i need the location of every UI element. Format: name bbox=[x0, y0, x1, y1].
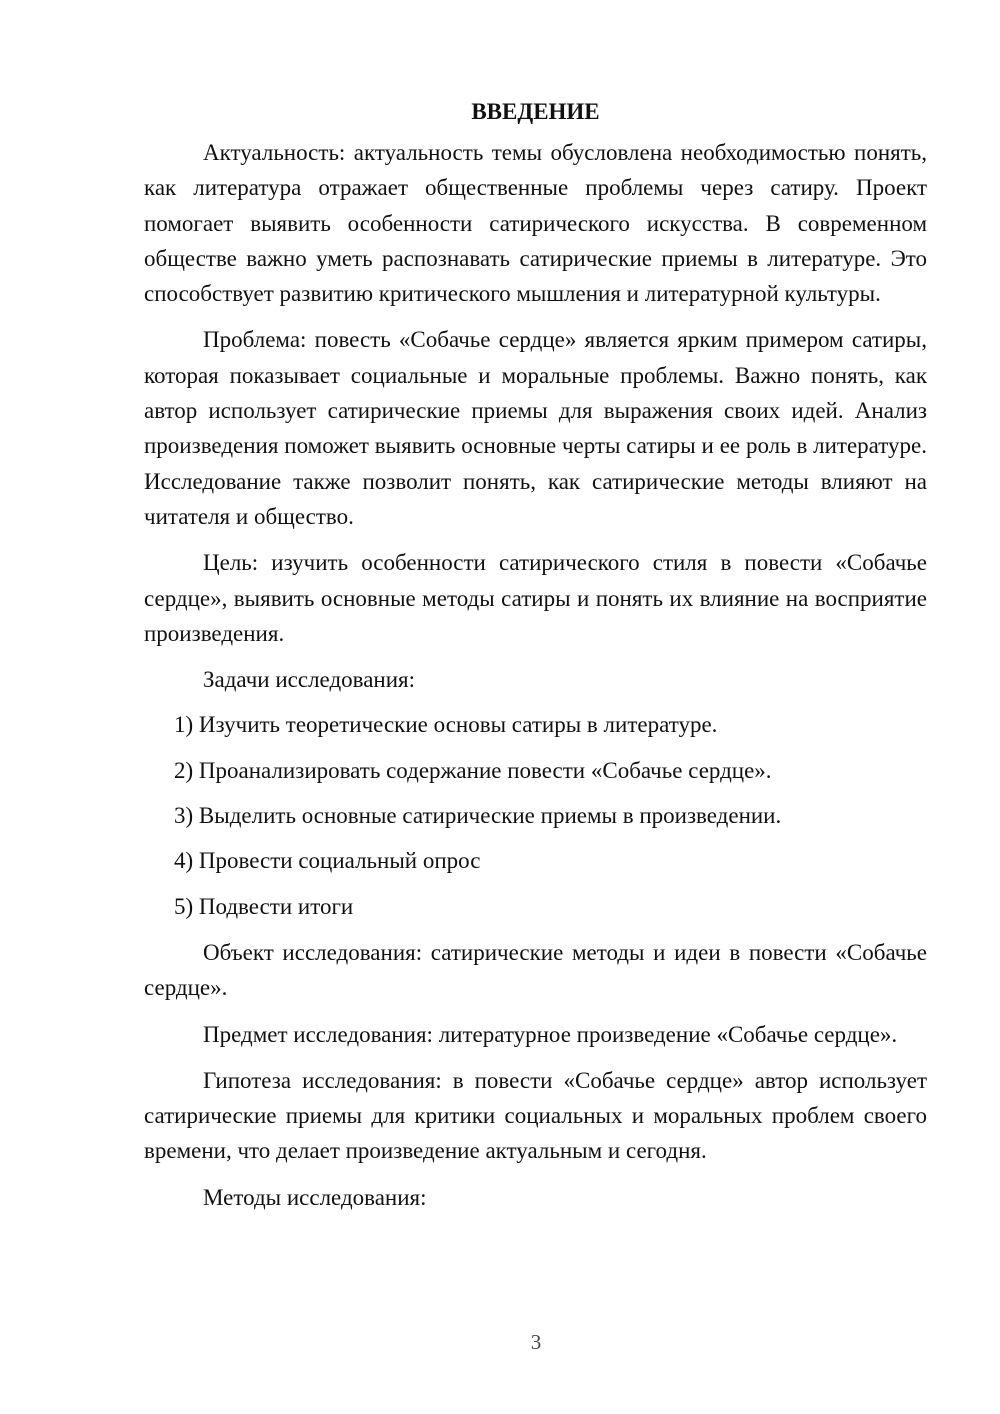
task-item-5: 5) Подвести итоги bbox=[174, 893, 354, 919]
task-item-4: 4) Провести социальный опрос bbox=[174, 848, 481, 874]
paragraph-object: Объект исследования: сатирические методы и идеи в повести «Собачье сердце». bbox=[144, 939, 927, 1001]
paragraph-hypothesis: Гипотеза исследования: в повести «Собачье сердце» автор использует сатирические приемы для критики социальных и моральных проблем своего времени, что делает произведение актуальным и сегодня. bbox=[144, 1067, 927, 1164]
task-item-3: 3) Выделить основные сатирические приемы в произведении. bbox=[174, 803, 782, 829]
tasks-heading: Задачи исследования: bbox=[203, 667, 416, 693]
methods-heading: Методы исследования: bbox=[203, 1184, 427, 1210]
task-item-2: 2) Проанализировать содержание повести «Собачье сердце». bbox=[174, 757, 772, 783]
paragraph-goal: Цель: изучить особенности сатирического стиля в повести «Собачье сердце», выявить основные методы сатиры и понять их влияние на восприятие произведения. bbox=[144, 550, 927, 646]
page-title: ВВЕДЕНИЕ bbox=[471, 99, 600, 124]
paragraph-subject: Предмет исследования: литературное произведение «Собачье сердце». bbox=[203, 1021, 898, 1047]
paragraph-relevance: Актуальность: актуальность темы обусловлена необходимостью понять, как литература отражает общественные проблемы через сатиру. Проект помогает выявить особенности сатирического искусства. В современном обществе важно уметь распознавать сатирические приемы в литературе. Это способствует развитию критического мышления и литературной культуры. bbox=[144, 140, 927, 307]
page-content bbox=[144, 94, 927, 1215]
page-number: 3 bbox=[530, 1330, 542, 1354]
task-item-1: 1) Изучить теоретические основы сатиры в литературе. bbox=[174, 712, 718, 738]
paragraph-problem: Проблема: повесть «Собачье сердце» является ярким примером сатиры, которая показывает социальные и моральные проблемы. Важно понять, как автор использует сатирические приемы для выражения своих идей. Анализ произведения поможет выявить основные черты сатиры и ее роль в литературе. Исследование также позволит понять, как сатирические методы влияют на читателя и общество. bbox=[144, 327, 927, 529]
